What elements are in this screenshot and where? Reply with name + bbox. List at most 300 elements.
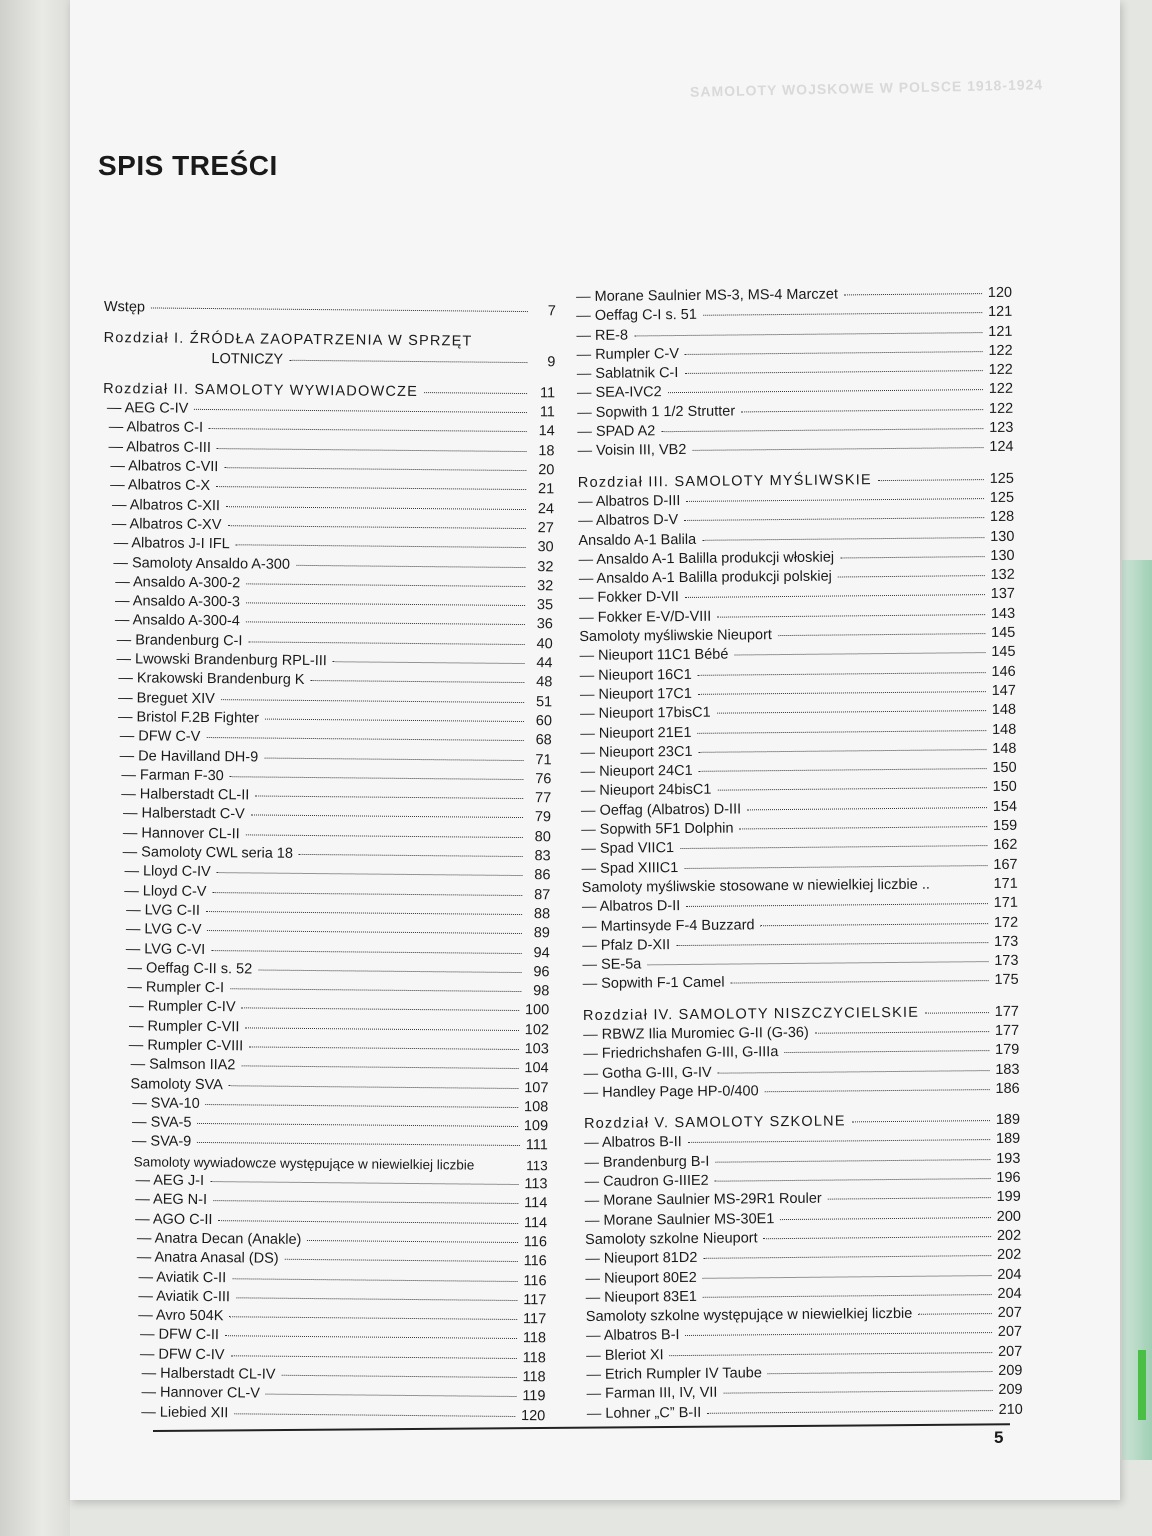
toc-page-number: 150	[992, 779, 1017, 796]
toc-page-number: 68	[535, 732, 552, 749]
leader-dots	[227, 525, 525, 529]
toc-page-number: 207	[997, 1324, 1023, 1341]
toc-entry-title: — Nieuport 80E2	[585, 1269, 697, 1287]
leader-dots	[661, 428, 983, 432]
toc-page-number: 48	[536, 674, 553, 691]
toc-page-number: 193	[996, 1150, 1021, 1167]
leader-dots	[734, 652, 985, 655]
leader-dots	[784, 1050, 989, 1053]
toc-page-number: 189	[995, 1111, 1021, 1129]
leader-dots	[828, 1197, 991, 1200]
leader-dots	[230, 1355, 516, 1359]
leader-dots	[230, 988, 521, 992]
leader-dots	[197, 1123, 517, 1127]
leader-dots	[740, 826, 987, 829]
toc-page-number: 77	[535, 790, 552, 807]
toc-entry-title: — AEG C-IV	[106, 400, 189, 418]
leader-dots	[707, 1410, 992, 1414]
toc-entry-title: Rozdział V. SAMOLOTY SZKOLNE	[583, 1113, 846, 1133]
toc-page-number: 167	[993, 856, 1018, 873]
toc-entry-title: — Rumpler C-IV	[129, 998, 236, 1016]
leader-dots	[844, 293, 982, 295]
toc-page-number: 120	[987, 284, 1013, 302]
toc-entry-title: — Friedrichshafen G-III, G-IIIa	[583, 1044, 779, 1063]
toc-page-number: 107	[524, 1079, 549, 1096]
toc-page-number: 113	[524, 1176, 548, 1193]
toc-page-number: 128	[989, 509, 1015, 526]
leader-dots	[209, 428, 527, 432]
toc-entry-title: — Nieuport 17C1	[579, 685, 693, 703]
toc-entry-title: — Fokker D-VII	[578, 589, 679, 607]
toc-page-number: 118	[522, 1349, 546, 1367]
toc-page-number: 209	[998, 1382, 1023, 1399]
toc-page-number: 183	[995, 1061, 1020, 1078]
leader-dots	[236, 545, 526, 549]
toc-page-number: 116	[523, 1272, 547, 1289]
leader-dots	[698, 691, 986, 695]
leader-dots	[245, 1027, 518, 1031]
toc-entry-title: Rozdział III. SAMOLOTY MYŚLIWSKIE	[577, 471, 872, 491]
leader-dots	[246, 834, 523, 838]
leader-dots	[741, 409, 983, 412]
leader-dots	[685, 595, 985, 599]
leader-dots	[747, 807, 987, 810]
toc-entry-title: Samoloty myśliwskie Nieuport	[579, 627, 773, 646]
toc-entry-title: — Bleriot XI	[586, 1346, 664, 1364]
toc-page-number: 202	[996, 1227, 1022, 1244]
toc-entry-title: Rozdział I. ŹRÓDŁA ZAOPATRZENIA W SPRZĘT	[103, 330, 473, 350]
leader-dots	[265, 719, 524, 722]
leader-dots	[307, 1240, 517, 1243]
toc-page-number: 137	[990, 586, 1016, 603]
leader-dots	[668, 390, 983, 394]
toc-page-number: 145	[991, 644, 1016, 661]
toc-page-number: 147	[991, 682, 1016, 699]
toc-entry-title: — Nieuport 24bisC1	[580, 782, 712, 800]
leader-dots	[229, 1316, 517, 1320]
toc-entry-title: — Martinsyde F-4 Buzzard	[582, 916, 755, 935]
toc-right-column	[576, 284, 1023, 1424]
toc-entry-title: — Rumpler C-VII	[128, 1017, 240, 1036]
toc-entry-title: — Rumpler C-I	[127, 979, 225, 997]
leader-dots	[311, 680, 525, 683]
leader-dots	[232, 1278, 517, 1282]
toc-page-number: 143	[990, 605, 1016, 622]
leader-dots	[255, 796, 523, 800]
toc-page-number: 44	[536, 655, 553, 672]
toc-entry-title: — Oeffag (Albatros) D-III	[580, 801, 742, 819]
toc-page-number: 199	[996, 1189, 1021, 1206]
leader-dots	[852, 1120, 990, 1122]
toc-page-number: 122	[988, 381, 1014, 398]
toc-page-number: 109	[523, 1118, 549, 1135]
toc-page-number: 118	[522, 1330, 547, 1347]
toc-page-number: 172	[993, 914, 1019, 931]
toc-entry-title: — AEG N-I	[135, 1191, 208, 1209]
leader-dots	[206, 1104, 518, 1108]
toc-entry-title: — Bristol F.2B Fighter	[117, 709, 260, 727]
leader-dots	[217, 872, 523, 876]
toc-page-number: 207	[997, 1343, 1023, 1360]
toc-page-number: 83	[534, 848, 551, 865]
toc-page-number: 124	[989, 439, 1014, 456]
toc-page-number: 24	[537, 500, 555, 518]
toc-entry-title: — Albatros B-II	[584, 1134, 682, 1152]
toc-entry-title: — Sopwith 1 1/2 Strutter	[577, 403, 736, 421]
toc-entry-title: — Aviatik C-II	[138, 1268, 227, 1286]
toc-entry-title: — Albatros B-I	[585, 1327, 680, 1345]
toc-page-number: 27	[537, 520, 554, 537]
toc-page-number: 196	[996, 1169, 1021, 1187]
toc-entry-title: — Gotha G-III, G-IV	[583, 1064, 712, 1082]
toc-entry-title: — Hannover CL-V	[141, 1384, 261, 1402]
leader-dots	[647, 961, 988, 965]
toc-entry-title: Ansaldo A-1 Balila	[578, 531, 697, 549]
leader-dots	[715, 1159, 990, 1163]
leader-dots	[225, 1336, 517, 1340]
leader-dots	[285, 1259, 518, 1262]
toc-page-number: 125	[989, 489, 1015, 507]
toc-entry-title: Rozdział IV. SAMOLOTY NISZCZYCIELSKIE	[582, 1004, 920, 1024]
leader-dots	[264, 757, 523, 760]
toc-page-number: 89	[533, 925, 550, 942]
toc-page-number: 146	[991, 663, 1016, 680]
leader-dots	[224, 467, 526, 471]
page-number: 5	[994, 1428, 1004, 1447]
toc-entry-title: — Farman III, IV, VII	[586, 1385, 718, 1403]
toc-entry-title: — Nieuport 16C1	[579, 666, 692, 684]
toc-entry-title: — Voisin III, VB2	[577, 442, 687, 460]
toc-entry-title: — Avro 504K	[138, 1307, 224, 1325]
leader-dots	[206, 911, 522, 915]
toc-entry-title: — Albatros C-I	[108, 419, 204, 437]
toc-page-number: 116	[523, 1234, 548, 1251]
toc-page-number: 40	[536, 635, 553, 653]
toc-entry-title: — Morane Saulnier MS-29R1 Rouler	[584, 1191, 822, 1210]
toc-entry-title: — Samoloty CWL seria 18	[122, 844, 294, 862]
leader-dots	[684, 865, 987, 869]
toc-entry-title: — SEA-IVC2	[576, 384, 662, 402]
toc-entry-title: — Spad VIIC1	[581, 840, 675, 858]
toc-entry-title: — Albatros D-II	[581, 898, 681, 916]
book-cover-edge	[1122, 560, 1152, 1460]
leader-dots	[925, 1012, 989, 1014]
toc-page-number: 30	[537, 539, 554, 556]
toc-page-number: 98	[533, 983, 550, 1000]
toc-page-number: 87	[534, 886, 551, 903]
toc-page-number: 71	[535, 751, 552, 768]
toc-entry-title: — Nieuport 17bisC1	[580, 704, 711, 723]
toc-page-number: 11	[539, 404, 555, 421]
toc-page-number: 51	[535, 693, 553, 710]
leader-dots	[246, 583, 525, 587]
toc-page-number: 210	[998, 1401, 1023, 1418]
page-title: SPIS TREŚCI	[98, 150, 278, 181]
leader-dots	[723, 1390, 992, 1394]
toc-entry-title: — Sopwith 5F1 Dolphin	[581, 820, 734, 838]
leader-dots	[151, 307, 528, 312]
toc-entry-title: — Rumpler C-V	[576, 345, 680, 363]
toc-entry-title: — RBWZ Ilia Muromiec G-II (G-36)	[583, 1024, 809, 1043]
toc-page-number: 32	[537, 578, 554, 595]
toc-page-number: 175	[994, 972, 1019, 989]
toc-entry-title: — Caudron G-IIIE2	[584, 1172, 709, 1191]
toc-page-number: 86	[534, 867, 551, 884]
toc-entry-title: — Ansaldo A-1 Balilla produkcji polskiej	[578, 568, 832, 588]
leader-dots	[206, 737, 523, 741]
toc-entry-title: — Rumpler C-VIII	[128, 1037, 244, 1055]
toc-entry-title: — SVA-9	[131, 1133, 192, 1151]
toc-page-number: 102	[524, 1021, 550, 1038]
leader-dots	[248, 641, 524, 645]
toc-page-number: 154	[992, 798, 1018, 815]
toc-entry-title: — Nieuport 83E1	[585, 1288, 697, 1306]
toc-entry-title: — Halberstadt C-V	[122, 805, 245, 823]
toc-page-number: 36	[536, 616, 553, 633]
toc-entry-title: — SE-5a	[582, 956, 642, 974]
toc-entry-title: Rozdział II. SAMOLOTY WYWIADOWCZE	[103, 380, 419, 400]
toc-entry-title: — Samoloty Ansaldo A-300	[113, 554, 291, 573]
leader-dots	[703, 1294, 992, 1298]
leader-dots	[676, 942, 988, 946]
toc-entry-title: — Albatros C-VII	[110, 458, 219, 476]
toc-page-number: 116	[523, 1253, 547, 1270]
toc-page-number: 119	[522, 1388, 546, 1405]
toc-entry-title: — Farman F-30	[121, 767, 224, 784]
toc-page-number: 117	[523, 1291, 547, 1309]
toc-entry-title: — Halberstadt CL-II	[121, 786, 250, 804]
toc-page-number: 159	[992, 817, 1018, 835]
toc-page-number: 108	[523, 1098, 549, 1116]
toc-entry-title: LOTNICZY	[211, 350, 284, 368]
toc-page-number: 189	[995, 1131, 1021, 1148]
leader-dots	[281, 1375, 516, 1378]
toc-entry-title: — Nieuport 21E1	[580, 724, 692, 742]
toc-entry-title: — AGO C-II	[135, 1210, 213, 1228]
leader-dots	[213, 1200, 518, 1204]
toc-page-number: 117	[523, 1311, 547, 1328]
leader-dots	[229, 1085, 518, 1089]
toc-page-number: 96	[533, 963, 550, 981]
leader-dots	[703, 312, 982, 316]
leader-dots	[731, 980, 989, 983]
leader-dots	[684, 370, 982, 374]
leader-dots	[703, 1255, 991, 1259]
leader-dots	[289, 359, 527, 362]
leader-dots	[761, 923, 988, 926]
toc-page-number: 113	[526, 1157, 548, 1174]
toc-page-number: 202	[997, 1247, 1022, 1264]
toc-page-number: 80	[534, 828, 551, 846]
toc-page-number: 179	[995, 1042, 1020, 1059]
leader-dots	[717, 614, 985, 618]
toc-page-number: 103	[524, 1041, 549, 1058]
toc-entry-title: — SVA-5	[132, 1114, 192, 1132]
leader-dots	[218, 1220, 518, 1224]
toc-entry-title: — Anatra Decan (Anakle)	[136, 1230, 302, 1248]
leader-dots	[698, 730, 987, 734]
toc-page-number: 122	[988, 342, 1013, 359]
leader-dots	[230, 776, 524, 780]
toc-page-number: 130	[990, 547, 1015, 564]
toc-page-number: 204	[997, 1266, 1022, 1283]
toc-page-number: 18	[538, 442, 555, 460]
toc-page-number: 145	[991, 624, 1016, 642]
toc-page-number: 114	[523, 1214, 548, 1231]
toc-entry-title: — Breguet XIV	[118, 689, 215, 707]
toc-entry-title: Samoloty szkolne Nieuport	[585, 1230, 758, 1248]
leader-dots	[242, 1008, 519, 1012]
leader-dots	[698, 749, 986, 753]
leader-dots	[246, 622, 525, 626]
leader-dots	[670, 1352, 992, 1356]
leader-dots	[702, 537, 984, 541]
leader-dots	[296, 564, 525, 567]
leader-dots	[717, 788, 986, 792]
toc-entry-title: — Handley Page HP-0/400	[583, 1083, 759, 1101]
toc-page-number: 111	[525, 1137, 548, 1154]
toc-page-number: 171	[993, 894, 1019, 912]
toc-page-number: 121	[987, 304, 1013, 321]
leader-dots	[246, 603, 525, 607]
toc-entry-title: — Nieuport 23C1	[580, 743, 693, 761]
toc-page-number: 120	[521, 1407, 546, 1424]
toc-page-number: 118	[522, 1369, 546, 1386]
leader-dots	[234, 1413, 515, 1417]
toc-entry-title: — Albatros C-XII	[111, 496, 221, 514]
toc-page-number: 148	[991, 702, 1017, 719]
toc-page-number: 209	[998, 1362, 1023, 1380]
toc-entry-title: — De Havilland DH-9	[119, 747, 259, 766]
toc-page-number: 60	[535, 713, 553, 730]
leader-dots	[207, 930, 522, 934]
toc-page-number: 173	[994, 952, 1019, 970]
leader-dots	[634, 332, 982, 336]
toc-page-number: 148	[991, 721, 1017, 738]
toc-entry-title: — Ansaldo A-300-4	[114, 612, 240, 630]
leader-dots	[194, 409, 527, 413]
toc-entry-title: — Brandenburg B-I	[584, 1153, 710, 1171]
toc-entry-title: — Lwowski Brandenburg RPL-III	[116, 651, 327, 670]
toc-entry-title: — Albatros D-III	[577, 492, 681, 510]
toc-page-number: 130	[990, 528, 1015, 545]
leader-dots	[197, 1142, 520, 1146]
toc-page-number: 122	[988, 361, 1013, 379]
leader-dots	[688, 1140, 990, 1144]
toc-entry-title: — DFW C-II	[139, 1326, 220, 1344]
toc-page-number: 121	[988, 323, 1013, 340]
toc-page-number: 94	[533, 944, 550, 961]
toc-page-number: 114	[524, 1195, 548, 1212]
toc-page-number: 76	[535, 770, 552, 788]
leader-dots	[692, 447, 983, 451]
toc-entry-title: — DFW C-IV	[139, 1346, 225, 1363]
leader-dots	[768, 1371, 992, 1374]
toc-page-number: 100	[524, 1002, 550, 1019]
toc-page-number: 104	[524, 1060, 549, 1077]
leader-dots	[680, 845, 987, 849]
leader-dots	[212, 892, 522, 896]
toc-entry-title: — Pfalz D-XII	[582, 936, 671, 954]
toc-entry-title: — Sablatnik C-I	[576, 365, 679, 383]
toc-entry-title: — Nieuport 11C1 Bébé	[579, 646, 729, 665]
toc-entry-title: Samoloty SVA	[130, 1075, 223, 1093]
toc-page-number: 125	[989, 470, 1014, 487]
toc-entry-title: — Albatros C-XV	[111, 516, 222, 534]
leader-dots	[918, 1313, 991, 1315]
leader-dots	[703, 1275, 992, 1279]
leader-dots	[815, 1031, 989, 1034]
toc-page-number: 122	[988, 400, 1014, 417]
toc-page-number: 7	[547, 303, 556, 320]
cover-green-strip	[1138, 1350, 1146, 1420]
leader-dots	[840, 556, 984, 558]
leader-dots	[210, 1181, 518, 1185]
leader-dots	[258, 969, 521, 973]
toc-entry-title: — Ansaldo A-300-2	[115, 573, 241, 592]
toc-page-number: 88	[533, 906, 551, 923]
leader-dots	[333, 661, 525, 664]
toc-entry-title: — Albatros C-X	[110, 477, 211, 495]
toc-page-number: 177	[994, 1022, 1020, 1039]
book-spine-shadow	[0, 0, 70, 1536]
toc-entry-title: — Anatra Anasal (DS)	[136, 1249, 279, 1267]
leader-dots	[718, 1070, 990, 1074]
toc-left-column	[93, 298, 556, 1426]
toc-entry-title: Samoloty wywiadowcze występujące w niewielkiej liczbie	[133, 1154, 475, 1173]
leader-dots	[878, 479, 984, 481]
leader-dots	[686, 903, 987, 907]
leader-dots	[221, 699, 524, 703]
toc-entry-title: — Salmson IIA2	[130, 1056, 236, 1074]
toc-entry-title: — RE-8	[576, 327, 629, 344]
toc-entry-title: — Lohner „C” B-II	[586, 1404, 702, 1422]
toc-entry-title: — Sopwith F-1 Camel	[582, 974, 725, 993]
toc-page-number: 171	[993, 875, 1018, 892]
leader-dots	[780, 1217, 990, 1220]
toc-entry-title: — Ansaldo A-300-3	[115, 593, 241, 611]
toc-entry-title: — Hannover CL-II	[122, 824, 240, 843]
toc-page-number: 200	[996, 1208, 1022, 1225]
toc-entry-title: — DFW C-V	[119, 728, 201, 746]
toc-page-number: 35	[536, 597, 554, 614]
toc-page-number: 207	[997, 1304, 1022, 1322]
toc-page-number: 21	[537, 481, 555, 498]
show-through-header: SAMOLOTY WOJSKOWE W POLSCE 1918-1924	[689, 76, 1044, 100]
leader-dots	[266, 1394, 516, 1397]
toc-entry-title: — Oeffag C-I s. 51	[576, 307, 697, 325]
toc-entry-title: — Halberstadt CL-IV	[141, 1365, 276, 1383]
toc-entry-title: — Albatros D-V	[578, 512, 679, 530]
toc-page-number: 177	[994, 1003, 1020, 1020]
leader-dots	[236, 1297, 517, 1301]
leader-dots	[715, 1178, 991, 1182]
leader-dots	[686, 1332, 992, 1336]
toc-page-number: 11	[539, 385, 556, 402]
leader-dots	[765, 1089, 990, 1092]
toc-entry-title: — Morane Saulnier MS-30E1	[584, 1210, 775, 1229]
leader-dots	[685, 351, 982, 355]
leader-dots	[764, 1236, 991, 1239]
toc-entry-title: — Aviatik C-III	[138, 1288, 231, 1306]
toc-page-number: 132	[990, 566, 1015, 584]
toc-entry-title: — Morane Saulnier MS-3, MS-4 Marczet	[576, 286, 839, 305]
leader-dots	[241, 1066, 518, 1070]
leader-dots	[251, 815, 523, 819]
toc-entry-title: — Oeffag C-II s. 52	[127, 960, 253, 978]
toc-page-number: 173	[994, 933, 1019, 950]
leader-dots	[778, 633, 985, 636]
